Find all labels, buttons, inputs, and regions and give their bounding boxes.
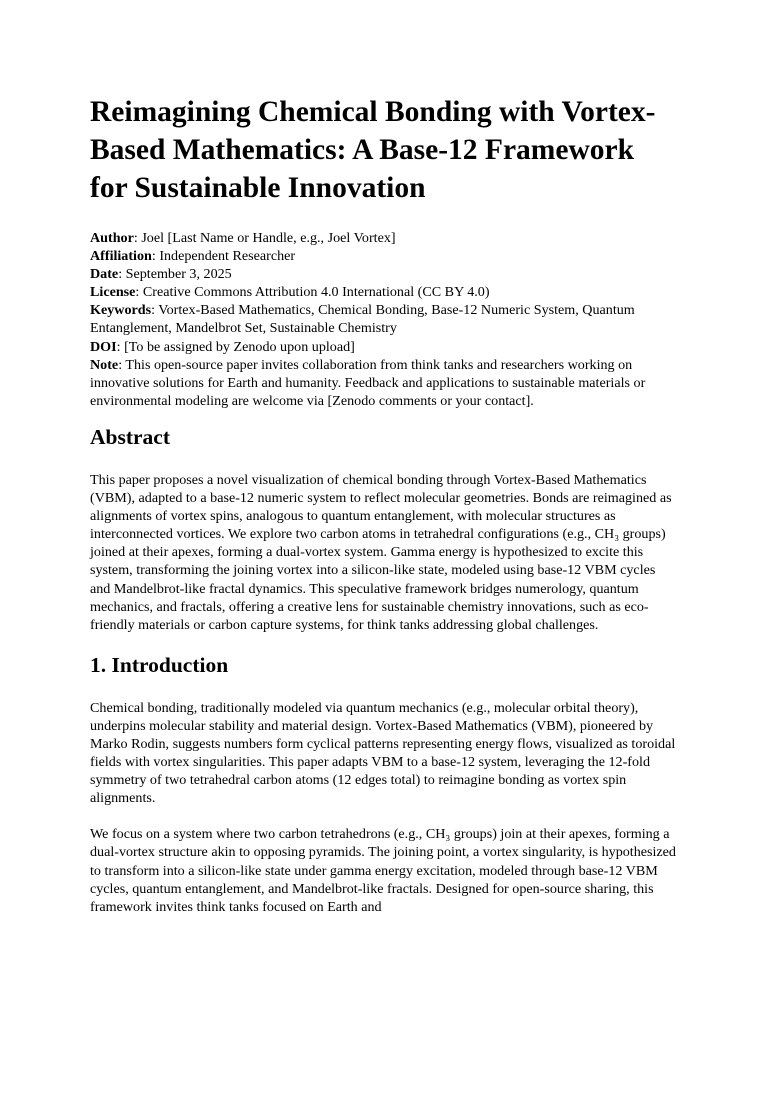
introduction-heading: 1. Introduction (90, 652, 229, 677)
note-value: This open-source paper invites collaboration from think tanks and researchers working on innovative solutions for Earth and humanity. Feedback and applications to sustainable materials or environmental modeling are welcome via [Zenodo comments or your contact]. (90, 356, 646, 409)
introduction-paragraph: We focus on a system where two carbon tetrahedrons (e.g., CH₃ groups) join at their apexes, forming a dual-vortex structure akin to opposing pyramids. The joining point, a vortex singularity, is hypothesized to transform into a silicon-like state under gamma energy excitation, modeled through base-12 VBM cycles, quantum entanglement, and Mandelbrot-like fractals. Designed for open-source sharing, this framework invites think tanks focused on Earth and (90, 826, 676, 915)
abstract-heading: Abstract (90, 424, 171, 449)
introduction-paragraph: Chemical bonding, traditionally modeled via quantum mechanics (e.g., molecular orbital theory), underpins molecular stability and material design. Vortex-Based Mathematics (VBM), pioneered by Marko Rodin, suggests numbers form cyclical patterns representing energy flows, visualized as toroidal fields with vortex singularities. This paper adapts VBM to a base-12 system, leveraging the 12-fold symmetry of two tetrahedral carbon atoms (12 edges total) to reimagine bonding as vortex spin alignments. (90, 699, 676, 807)
affiliation-value: Independent Researcher (159, 248, 296, 265)
affiliation-line: Affiliation: Independent Researcher (90, 248, 296, 265)
date-value: September 3, 2025 (125, 266, 232, 283)
doi-value: [To be assigned by Zenodo upon upload] (124, 338, 355, 355)
doi-label: DOI (90, 338, 117, 355)
keywords-value: Vortex-Based Mathematics, Chemical Bonding, Base-12 Numeric System, Quantum Entanglement, Mandelbrot Set, Sustainable Chemistry (90, 302, 635, 337)
keywords-label: Keywords (90, 302, 152, 319)
paper-page (0, 93, 768, 1117)
note-line: Note: This open-source paper invites collaboration from think tanks and researchers working on innovative solutions for Earth and humanity. Feedback and applications to sustainable materials or environmental modeling are welcome via [Zenodo comments or your contact]. (90, 356, 646, 409)
keywords-line: Keywords: Vortex-Based Mathematics, Chemical Bonding, Base-12 Numeric System, Quantum Entanglement, Mandelbrot Set, Sustainable Chemistry (90, 302, 635, 337)
author-value: Joel [Last Name or Handle, e.g., Joel Vortex] (141, 230, 396, 246)
license-line: License: Creative Commons Attribution 4.0 International (CC BY 4.0) (90, 284, 490, 301)
affiliation-label: Affiliation (90, 248, 152, 265)
metadata-block (90, 229, 678, 410)
note-label: Note (90, 356, 119, 373)
paper-title: Reimagining Chemical Bonding with Vortex-Based Mathematics: A Base-12 Framework for Sustainable Innovation (90, 96, 656, 204)
license-value: Creative Commons Attribution 4.0 International (CC BY 4.0) (142, 284, 490, 301)
doi-line: DOI: [To be assigned by Zenodo upon upload] (90, 338, 355, 355)
abstract-text: This paper proposes a novel visualization of chemical bonding through Vortex-Based Mathematics (VBM), adapted to a base-12 numeric system to reflect molecular geometries. Bonds are reimagined as alignments of vortex spins, analogous to quantum entanglement, with molecular structures as interconnected vortices. We explore two carbon atoms in tetrahedral configurations (e.g., CH₃ groups) joined at their apexes, forming a dual-vortex system. Gamma energy is hypothesized to excite this system, transforming the joining vortex into a silicon-like state, modeled using base-12 VBM cycles and Mandelbrot-like fractal dynamics. This speculative framework bridges numerology, quantum mechanics, and fractals, offering a creative lens for sustainable chemistry innovations, such as eco-friendly materials or carbon capture systems, for think tanks addressing global challenges. (90, 471, 672, 633)
date-line: Date: September 3, 2025 (90, 266, 232, 283)
date-label: Date (90, 266, 119, 283)
license-label: License (90, 284, 136, 301)
author-label: Author (90, 230, 134, 246)
author-line: Author: Joel [Last Name or Handle, e.g., Joel Vortex] (90, 230, 396, 246)
